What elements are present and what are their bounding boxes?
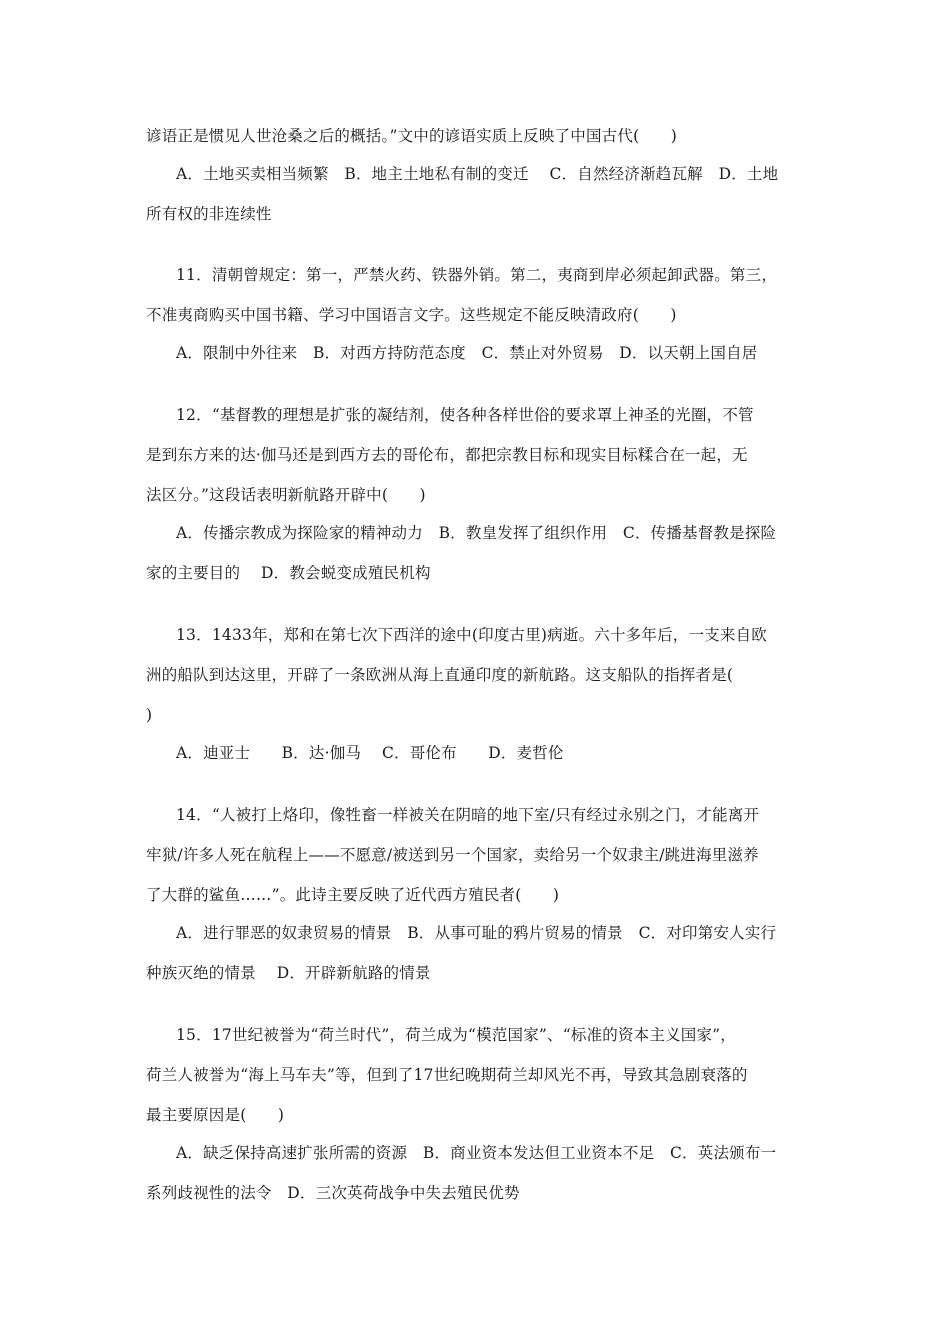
question-10-options-line-2: 所有权的非连续性 [146, 205, 272, 223]
question-13-stem-line-1: 13．1433年，郑和在第七次下西洋的途中(印度古里)病逝。六十多年后，一支来自欧 [176, 626, 767, 644]
question-13-options-line-1: A．迪亚士 B．达·伽马 C．哥伦布 D．麦哲伦 [176, 744, 564, 762]
question-15-stem-line-2: 荷兰人被誉为“海上马车夫”等，但到了17世纪晚期荷兰却风光不再，导致其急剧衰落的 [146, 1066, 748, 1084]
question-15-stem-line-3: 最主要原因是( ) [146, 1106, 285, 1124]
question-13-stem-line-2: 洲的船队到达这里，开辟了一条欧洲从海上直通印度的新航路。这支船队的指挥者是( [146, 666, 734, 684]
question-14-options-line-2: 种族灭绝的情景 D．开辟新航路的情景 [146, 964, 431, 982]
question-14-stem-line-2: 牢狱/许多人死在航程上——不愿意/被送到另一个国家，卖给另一个奴隶主/跳进海里滋养 [146, 846, 759, 864]
question-12-stem-line-3: 法区分。”这段话表明新航路开辟中( ) [146, 486, 426, 504]
question-14-stem-line-3: 了大群的鲨鱼……”。此诗主要反映了近代西方殖民者( ) [146, 886, 560, 904]
question-14-options-line-1: A．进行罪恶的奴隶贸易的情景 B．从事可耻的鸦片贸易的情景 C．对印第安人实行 [176, 924, 777, 942]
question-15-options-line-1: A．缺乏保持高速扩张所需的资源 B．商业资本发达但工业资本不足 C．英法颁布一 [176, 1144, 777, 1162]
question-13-stem-line-3: ) [146, 706, 153, 724]
question-12-options-line-2: 家的主要目的 D．教会蜕变成殖民机构 [146, 564, 431, 582]
question-12-stem-line-1: 12．“基督教的理想是扩张的凝结剂，使各种各样世俗的要求罩上神圣的光圈，不管 [176, 406, 754, 424]
question-15-options-line-2: 系列歧视性的法令 D．三次英荷战争中失去殖民优势 [146, 1184, 520, 1202]
question-15-stem-line-1: 15．17世纪被誉为“荷兰时代”，荷兰成为“模范国家”、“标准的资本主义国家”， [176, 1026, 736, 1044]
question-10-stem-tail: 谚语正是惯见人世沧桑之后的概括。”文中的谚语实质上反映了中国古代( ) [146, 127, 677, 145]
question-10-options-line-1: A．土地买卖相当频繁 B．地主土地私有制的变迁 C．自然经济渐趋瓦解 D．土地 [176, 165, 779, 183]
question-12-stem-line-2: 是到东方来的达·伽马还是到西方去的哥伦布，都把宗教目标和现实目标糅合在一起，无 [146, 446, 748, 464]
question-11-options-line-1: A．限制中外往来 B．对西方持防范态度 C．禁止对外贸易 D．以天朝上国自居 [176, 344, 758, 362]
question-11-stem-line-1: 11．清朝曾规定：第一，严禁火药、铁器外销。第二，夷商到岸必须起卸武器。第三， [176, 266, 778, 284]
question-14-stem-line-1: 14．“人被打上烙印，像牲畜一样被关在阴暗的地下室/只有经过永别之门，才能离开 [176, 806, 760, 824]
question-11-stem-line-2: 不准夷商购买中国书籍、学习中国语言文字。这些规定不能反映清政府( ) [146, 306, 677, 324]
question-12-options-line-1: A．传播宗教成为探险家的精神动力 B．教皇发挥了组织作用 C．传播基督教是探险 [176, 524, 777, 542]
